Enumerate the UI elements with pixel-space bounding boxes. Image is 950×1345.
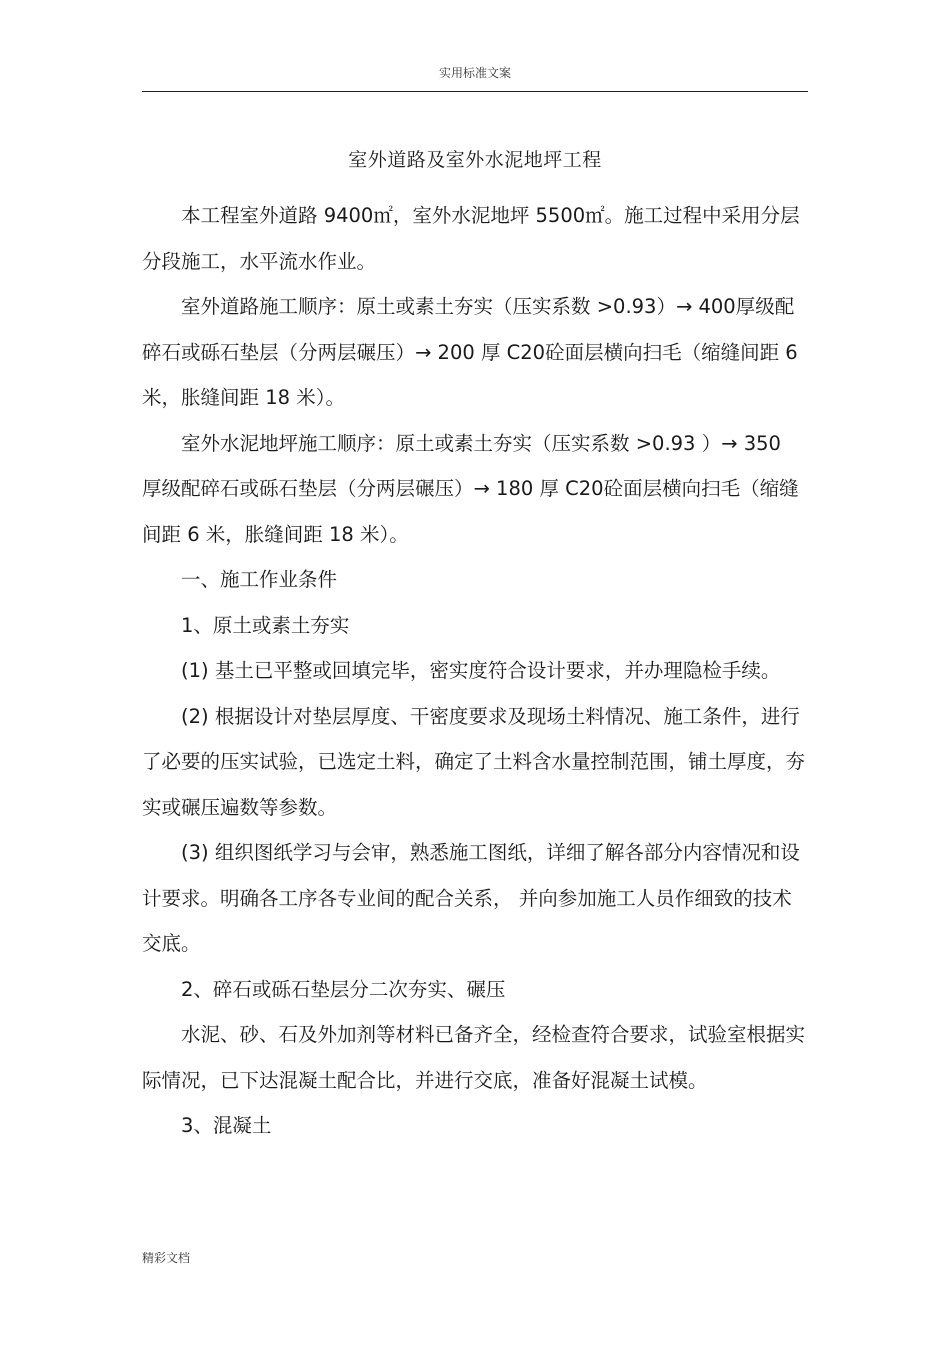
section-heading-conditions: 一、施工作业条件: [181, 568, 338, 591]
list-item-2: (2) 根据设计对垫层厚度、干密度要求及现场土料情况、施工条件，进行了必要的压实试验，已选定土料，确定了土料含水量控制范围，铺土厚度，夯实或碾压遍数等参数。: [142, 704, 806, 819]
page-footer: 精彩文档: [142, 1251, 191, 1265]
paragraph-intro: 本工程室外道路 9400㎡，室外水泥地坪 5500㎡。施工过程中采用分层分段施工，水平流水作业。: [142, 204, 800, 273]
subsection-heading-gravel: 2、碎石或砾石垫层分二次夯实、碾压: [181, 977, 506, 1001]
document-body: [142, 193, 806, 1149]
paragraph-materials: 水泥、砂、石及外加剂等材料已备齐全，经检查符合要求，试验室根据实际情况，已下达混凝土配合比，并进行交底，准备好混凝土试模。: [142, 1023, 806, 1092]
list-item-3: (3) 组织图纸学习与会审，熟悉施工图纸，详细了解各部分内容情况和设计要求。明确各工序各专业间的配合关系， 并向参加施工人员作细致的技术交底。: [142, 841, 800, 955]
page-header: 实用标准文案: [438, 66, 511, 80]
paragraph-road-sequence: 室外道路施工顺序：原土或素土夯实（压实系数 >0.93）→ 400厚级配碎石或砾石垫层（分两层碾压）→ 200 厚 C20砼面层横向扫毛（缩缝间距 6 米，胀缝间距 18 米）。: [142, 295, 798, 409]
header-divider: [142, 91, 808, 92]
paragraph-ground-sequence: 室外水泥地坪施工顺序：原土或素土夯实（压实系数 >0.93 ）→ 350 厚级配碎石或砾石垫层（分两层碾压）→ 180 厚 C20砼面层横向扫毛（缩缝间距 6 米，胀缝间距 18 米）。: [142, 431, 799, 546]
document-title: 室外道路及室外水泥地坪工程: [348, 149, 602, 171]
subsection-heading-concrete: 3、混凝土: [181, 1114, 272, 1137]
subsection-heading-compaction: 1、原土或素土夯实: [181, 613, 350, 637]
list-item-1: (1) 基土已平整或回填完毕，密实度符合设计要求，并办理隐检手续。: [181, 659, 781, 682]
